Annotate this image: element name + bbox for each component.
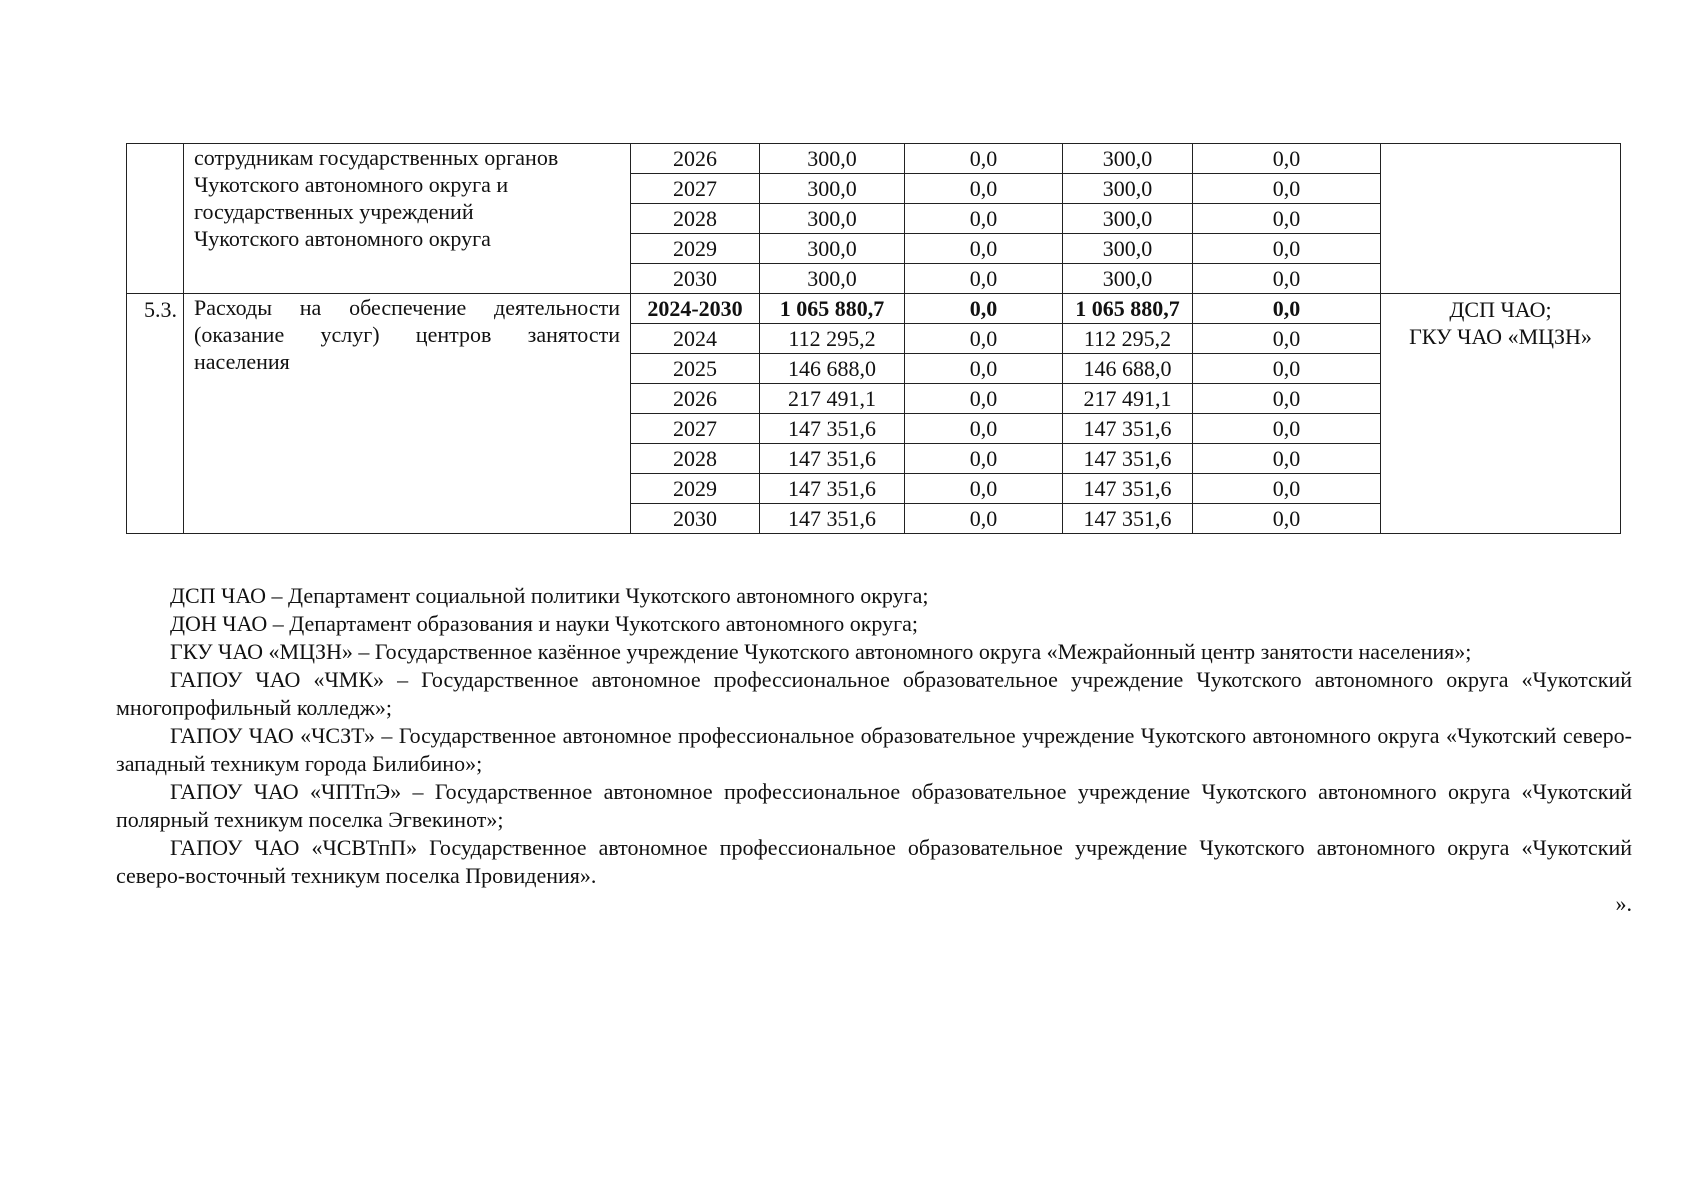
regional-cell: 147 351,6 [1063, 474, 1193, 504]
year-cell: 2024-2030 [631, 294, 760, 324]
regional-cell: 147 351,6 [1063, 504, 1193, 534]
responsible-cell [1381, 144, 1621, 294]
item-name-cell [184, 144, 631, 294]
total-cell: 300,0 [760, 264, 905, 294]
federal-cell: 0,0 [905, 414, 1063, 444]
regional-cell: 300,0 [1063, 174, 1193, 204]
regional-cell: 112 295,2 [1063, 324, 1193, 354]
regional-cell: 300,0 [1063, 144, 1193, 174]
other-cell: 0,0 [1193, 174, 1381, 204]
year-cell: 2030 [631, 504, 760, 534]
federal-cell: 0,0 [905, 384, 1063, 414]
total-cell: 147 351,6 [760, 414, 905, 444]
year-cell: 2024 [631, 324, 760, 354]
federal-cell: 0,0 [905, 174, 1063, 204]
other-cell: 0,0 [1193, 144, 1381, 174]
other-cell: 0,0 [1193, 444, 1381, 474]
item-name-line: Чукотского автономного округа и [194, 172, 509, 197]
budget-table-body [127, 144, 1621, 534]
other-cell: 0,0 [1193, 474, 1381, 504]
federal-cell: 0,0 [905, 444, 1063, 474]
abbreviation-note: ГАПОУ ЧАО «ЧСЗТ» – Государственное автономное профессиональное образовательное учреждение Чукотского автономного округа «Чукотский северо-западный техникум города Билибино»; [116, 723, 1632, 776]
year-cell: 2026 [631, 144, 760, 174]
abbreviation-note: ГАПОУ ЧАО «ЧМК» – Государственное автономное профессиональное образовательное учреждение Чукотского автономного округа «Чукотский многопрофильный колледж»; [116, 667, 1632, 720]
other-cell: 0,0 [1193, 504, 1381, 534]
total-cell: 147 351,6 [760, 474, 905, 504]
item-name-line: государственных учреждений [194, 199, 474, 224]
year-cell: 2027 [631, 174, 760, 204]
federal-cell: 0,0 [905, 504, 1063, 534]
federal-cell: 0,0 [905, 474, 1063, 504]
closing-quote-mark: ». [1615, 891, 1632, 916]
item-name-cell: Расходы на обеспечение деятельности (оказание услуг) центров занятости населения [184, 294, 631, 534]
year-cell: 2028 [631, 204, 760, 234]
total-cell: 300,0 [760, 204, 905, 234]
abbreviation-note: ГКУ ЧАО «МЦЗН» – Государственное казённое учреждение Чукотского автономного округа «Межрайонный центр занятости населения»; [170, 639, 1472, 664]
responsible-line: ДСП ЧАО; [1449, 297, 1552, 322]
federal-cell: 0,0 [905, 354, 1063, 384]
total-cell: 217 491,1 [760, 384, 905, 414]
regional-cell: 147 351,6 [1063, 444, 1193, 474]
regional-cell: 300,0 [1063, 204, 1193, 234]
budget-table [126, 143, 1621, 534]
table-row [127, 144, 1621, 174]
regional-cell: 146 688,0 [1063, 354, 1193, 384]
regional-cell: 217 491,1 [1063, 384, 1193, 414]
total-cell: 147 351,6 [760, 444, 905, 474]
year-cell: 2029 [631, 474, 760, 504]
other-cell: 0,0 [1193, 384, 1381, 414]
total-cell: 300,0 [760, 234, 905, 264]
federal-cell: 0,0 [905, 264, 1063, 294]
abbreviation-note: ДОН ЧАО – Департамент образования и науки Чукотского автономного округа; [170, 611, 918, 636]
other-cell: 0,0 [1193, 234, 1381, 264]
abbreviation-note: ДСП ЧАО – Департамент социальной политики Чукотского автономного округа; [170, 583, 929, 608]
federal-cell: 0,0 [905, 324, 1063, 354]
responsible-cell [1381, 294, 1621, 534]
responsible-line: ГКУ ЧАО «МЦЗН» [1409, 324, 1592, 349]
other-cell: 0,0 [1193, 414, 1381, 444]
abbreviation-note: ГАПОУ ЧАО «ЧПТпЭ» – Государственное автономное профессиональное образовательное учреждение Чукотского автономного округа «Чукотский полярный техникум поселка Эгвекинот»; [116, 779, 1632, 832]
other-cell: 0,0 [1193, 294, 1381, 324]
total-cell: 147 351,6 [760, 504, 905, 534]
abbreviations-notes [116, 582, 1632, 890]
item-number-cell [127, 144, 184, 294]
total-cell: 1 065 880,7 [760, 294, 905, 324]
year-cell: 2030 [631, 264, 760, 294]
regional-cell: 147 351,6 [1063, 414, 1193, 444]
federal-cell: 0,0 [905, 234, 1063, 264]
total-cell: 146 688,0 [760, 354, 905, 384]
total-cell: 300,0 [760, 174, 905, 204]
year-cell: 2026 [631, 384, 760, 414]
regional-cell: 1 065 880,7 [1063, 294, 1193, 324]
federal-cell: 0,0 [905, 144, 1063, 174]
other-cell: 0,0 [1193, 264, 1381, 294]
regional-cell: 300,0 [1063, 234, 1193, 264]
federal-cell: 0,0 [905, 204, 1063, 234]
item-number-cell: 5.3. [127, 294, 184, 534]
item-name-line: Чукотского автономного округа [194, 226, 491, 251]
regional-cell: 300,0 [1063, 264, 1193, 294]
total-cell: 300,0 [760, 144, 905, 174]
other-cell: 0,0 [1193, 204, 1381, 234]
table-row [127, 294, 1621, 324]
item-name-line: сотрудникам государственных органов [194, 145, 559, 170]
year-cell: 2025 [631, 354, 760, 384]
year-cell: 2029 [631, 234, 760, 264]
other-cell: 0,0 [1193, 354, 1381, 384]
year-cell: 2027 [631, 414, 760, 444]
total-cell: 112 295,2 [760, 324, 905, 354]
abbreviation-note: ГАПОУ ЧАО «ЧСВТпП» Государственное автономное профессиональное образовательное учреждение Чукотского автономного округа «Чукотский северо-восточный техникум поселка Провидения». [116, 835, 1632, 888]
federal-cell: 0,0 [905, 294, 1063, 324]
year-cell: 2028 [631, 444, 760, 474]
other-cell: 0,0 [1193, 324, 1381, 354]
